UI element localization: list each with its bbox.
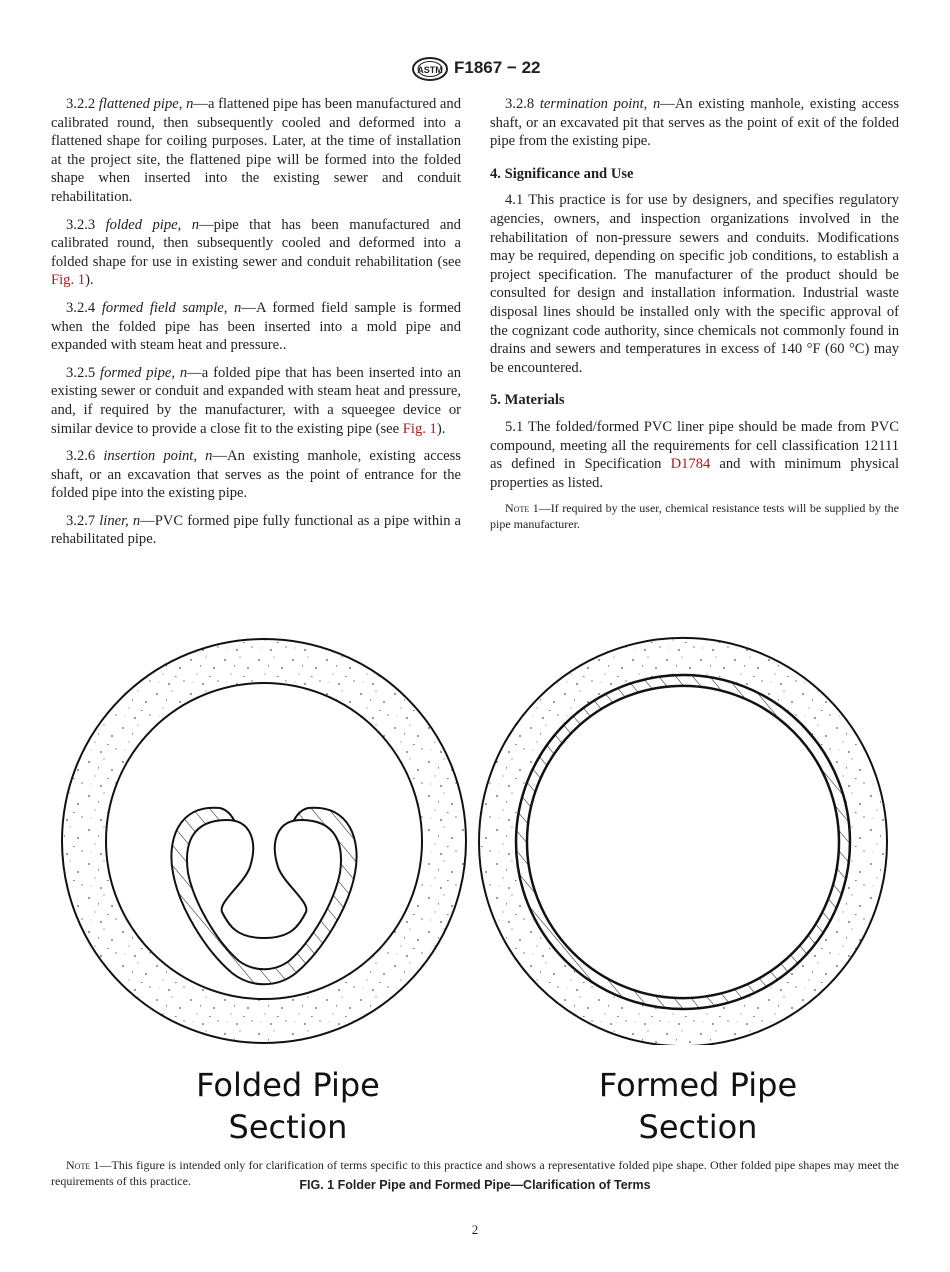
definition-3-2-4: 3.2.4 formed field sample, n—A formed field sample is formed when the folded pipe has been inserted into a mold pipe and expanded with steam heat and pressure..: [51, 299, 462, 354]
figure-caption: FIG. 1 Folder Pipe and Formed Pipe—Clarification of Terms: [299, 1178, 651, 1192]
paragraph-5-1: 5.1 The folded/formed PVC liner pipe should be made from PVC compound, meeting all the requirements for cell classification 12111 as defined in Specification D1784 and with minimum physical properties as listed.: [490, 418, 899, 491]
section-4-heading: 4. Significance and Use: [490, 165, 634, 182]
definition-3-2-8: 3.2.8 termination point, n—An existing manhole, existing access shaft, or an excavated pit that serves as the point of exit of the folded pipe from the existing pipe.: [490, 96, 899, 150]
definition-3-2-5: 3.2.5 formed pipe, n—a folded pipe that has been inserted into an existing sewer or conduit and expanded with steam heat and pressure, and, if required by the manufacturer, with a squeegee device or similar device to provide a close fit to the existing pipe (see Fig. 1).: [51, 364, 462, 437]
paragraph-4-1: 4.1 This practice is for use by designers, and specifies regulatory agencies, owners, and inspection organizations involved in the rehabilitation of non-pressure sewers and conduits. Modifications may be required, depending on specific job conditions, to establish a project specification. The manufacturer of the product should be consulted for design and installation information. Industrial waste disposal lines should be installed only with the specific approval of the cognizant code authority, since chemicals not commonly found in drains and sewers and temperatures in excess of 140 °F (60 °C) may be encountered.: [490, 192, 900, 376]
logo-text: ASTM: [417, 65, 443, 75]
right-column: [490, 95, 899, 541]
page-number: 2: [471, 1222, 479, 1237]
fig-1-link[interactable]: Fig. 1: [51, 272, 86, 289]
document-id: F1867 − 22: [454, 58, 541, 77]
folded-pipe-section: [62, 639, 466, 1043]
definition-3-2-7: 3.2.7 liner, n—PVC formed pipe fully functional as a pipe within a rehabilitated pipe.: [51, 512, 461, 548]
note-1: Note 1—If required by the user, chemical resistance tests will be supplied by the pipe manufacturer.: [490, 501, 899, 531]
d1784-link[interactable]: D1784: [670, 456, 711, 473]
folded-pipe-label: Folded Pipe Section: [196, 1066, 380, 1146]
left-column: [51, 95, 461, 558]
fig-1-link[interactable]: Fig. 1: [402, 420, 437, 437]
section-5-heading: 5. Materials: [490, 392, 565, 409]
page-header: [0, 56, 950, 84]
definition-3-2-6: 3.2.6 insertion point, n—An existing manhole, existing access shaft, or an excavation that serves as the point of entrance for the folded pipe into the existing pipe.: [51, 448, 461, 502]
formed-pipe-label: Formed Pipe Section: [598, 1066, 798, 1146]
definition-3-2-2: 3.2.2 flattened pipe, n—a flattened pipe has been manufactured and calibrated round, then subsequently cooled and deformed into a flattened shape for coiling purposes. Later, at the time of installation at the project site, the flattened pipe will be formed into the folded shape when inserted into the existing sewer and conduit rehabilitation.: [51, 96, 461, 205]
figure-note: Note 1—This figure is intended only for clarification of terms specific to this practice and shows a representative folded pipe shape. Other folded pipe shapes may meet the requirements of this practice.: [51, 1158, 900, 1188]
definition-3-2-3: 3.2.3 folded pipe, n—pipe that has been manufactured and calibrated round, then subsequently cooled and deformed into a folded shape for use in existing sewer and conduit rehabilitation (see Fig. 1).: [51, 216, 461, 289]
host-pipe-wall: [479, 638, 887, 1045]
figure-1-drawing: [51, 620, 901, 1045]
astm-logo-icon: [410, 56, 450, 82]
formed-liner-wall: [516, 675, 850, 1009]
formed-pipe-section: [479, 638, 887, 1045]
